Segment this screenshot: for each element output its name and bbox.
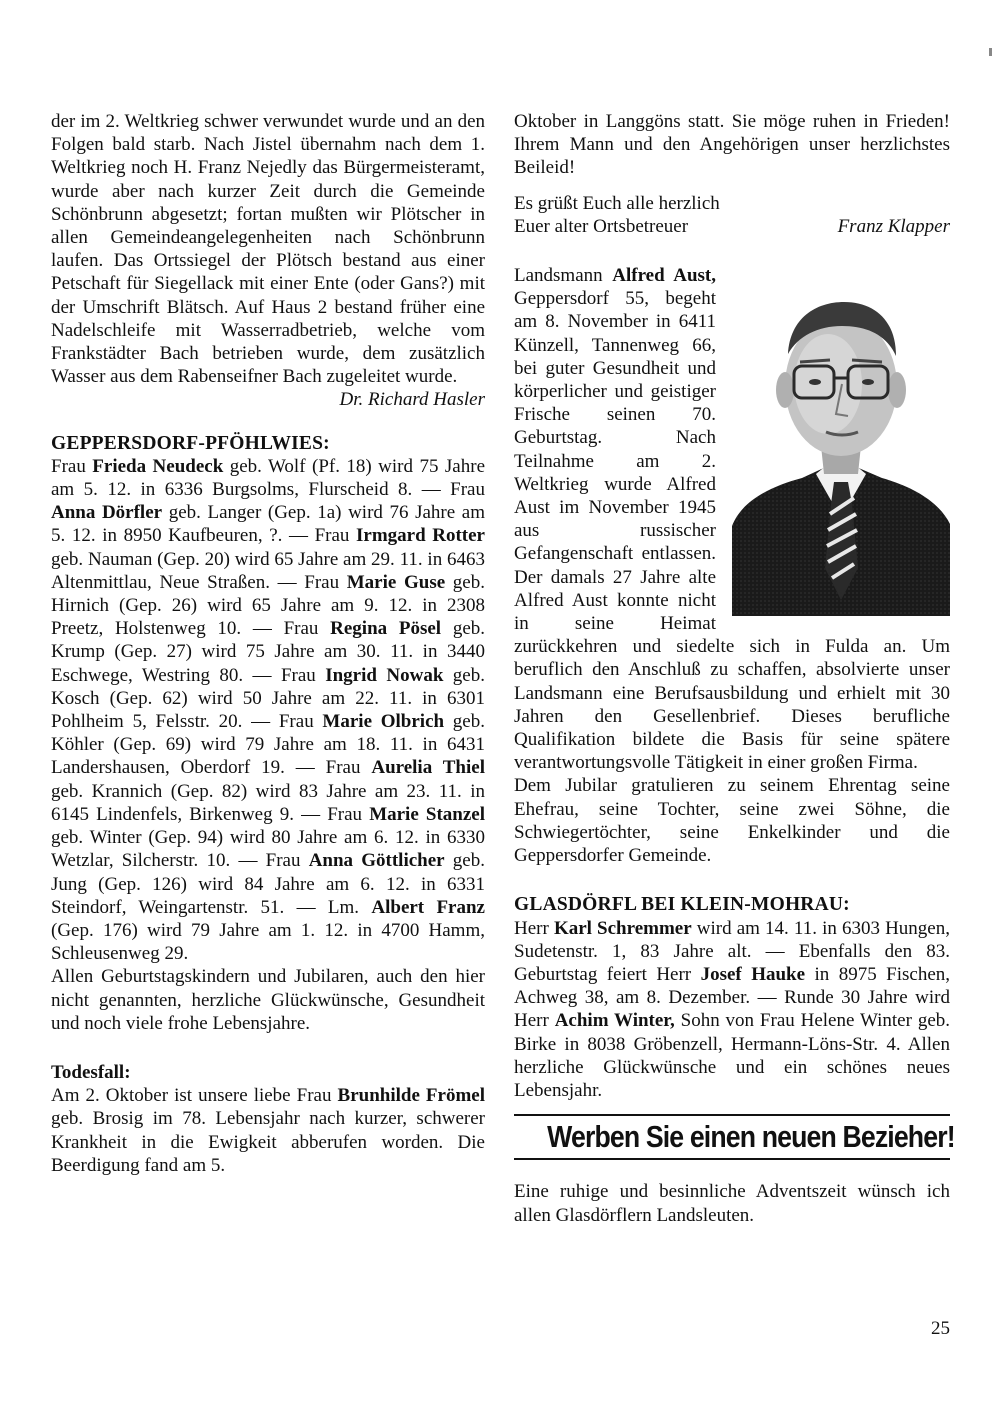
death-heading: Todesfall:: [51, 1061, 131, 1083]
person-name: Marie Guse: [346, 571, 446, 593]
intro-signature: [51, 388, 485, 411]
aust-paragraph: Landsmann Alfred Aust, Geppersdorf 55, begeht am 8. November in 6411 Künzell, Tannenweg 66, bei guter Gesundheit und körperlicher und geistiger Frische seinen 70. Geburtstag. Nach Teilnahme am 2. Weltkrieg wurde Alfred Aust im November 1945 aus russischer Gefangenschaft entlassen. Der damals 27 Jahre alte Alfred Aust konnte nicht in seine Heimat zurückkehren und siedelte sich in Fulda an. Um beruflich den Anschluß zu schaffen, absolvierte unser Landsmann eine Berufsausbildung und erhielt mit 30 Jahren den Gesellenbrief. Dieses berufliche Qualifikation bildete die Basis für seine spätere verantwortungsvolle Tätigkeit in einer großen Firma.: [514, 265, 950, 774]
death-continuation: Oktober in Langgöns statt. Sie möge ruhen in Frieden! Ihrem Mann und den Angehörigen unser herzlichstes Beileid!: [514, 111, 950, 179]
scan-edge-mark: [989, 48, 992, 56]
person-name: Irmgard Rotter: [356, 525, 485, 547]
person-name: Marie Stanzel: [369, 803, 485, 825]
left-column: [51, 110, 485, 1177]
section-heading-geppersdorf: GEPPERSDORF-PFÖHLWIES:: [51, 432, 330, 454]
portrait-image: [732, 268, 950, 616]
person-name: Achim Winter,: [554, 1010, 675, 1032]
person-name: Anna Dörfler: [51, 502, 163, 524]
person-name: Ingrid Nowak: [325, 664, 444, 686]
right-column: [514, 110, 955, 1227]
person-name: Regina Pösel: [330, 618, 442, 640]
person-name: Aurelia Thiel: [371, 757, 485, 779]
advent-greeting: Eine ruhige und besinnliche Adventszeit wünsch ich allen Glasdörflern Landsleuten.: [514, 1181, 950, 1226]
death-paragraph: Am 2. Oktober ist unsere liebe Frau Brunhilde Frömel geb. Brosig im 78. Lebensjahr nach kurzer, schwerer Krankheit in die Ewigkeit abberufen worden. Die Beerdigung fand am 5.: [51, 1085, 485, 1176]
banner-text: Werben Sie einen neuen Bezieher!: [547, 1119, 955, 1155]
section-heading-glasdoerfl: GLASDÖRFL BEI KLEIN-MOHRAU:: [514, 894, 850, 916]
birthdays-paragraph: Frau Frieda Neudeck geb. Wolf (Pf. 18) wird 75 Jahre am 5. 12. in 6336 Burgsolms, Flurscheid 8. — Frau Anna Dörfler geb. Langer (Gep. 1a) wird 76 Jahre am 5. 12. in 8950 Kaufbeuren, ?. — Frau Irmgard Rotter geb. Nauman (Gep. 20) wird 65 Jahre am 29. 11. in 6463 Altenmittlau, Neue Straßen. — Frau Marie Guse geb. Hirnich (Gep. 26) wird 65 Jahre am 9. 12. in 2308 Preetz, Holstenweg 10. — Frau Regina Pösel geb. Krump (Gep. 27) wird 75 Jahre am 30. 11. in 3440 Eschwege, Westring 80. — Frau Ingrid Nowak geb. Kosch (Gep. 62) wird 50 Jahre am 22. 11. in 6301 Pohlheim 5, Felsstr. 20. — Frau Marie Olbrich geb. Köhler (Gep. 69) wird 79 Jahre am 18. 11. in 6431 Landershausen, Oberdorf 19. — Frau Aurelia Thiel geb. Krannich (Gep. 82) wird 83 Jahre am 23. 11. in 6145 Lindenfels, Birkenweg 9. — Frau Marie Stanzel geb. Winter (Gep. 94) wird 80 Jahre am 6. 12. in 6330 Wetzlar, Silcherstr. 10. — Frau Anna Göttlicher geb. Jung (Gep. 126) wird 84 Jahre am 6. 12. in 6331 Steindorf, Weingartenstr. 51. — Lm. Albert Franz (Gep. 176) wird 79 Jahre am 1. 12. in 4700 Hamm, Schleusenweg 29.: [51, 455, 485, 965]
person-name: Brunhilde Frömel: [337, 1085, 485, 1107]
greeting-line: Es grüßt Euch alle herzlich: [514, 192, 720, 214]
person-name: Karl Schremmer: [553, 917, 692, 939]
greeting-signature: Euer alter Ortsbetreuer Franz Klapper: [514, 215, 950, 237]
page-number: 25: [931, 1318, 950, 1339]
glasdoerfl-paragraph: Herr Karl Schremmer wird am 14. 11. in 6303 Hungen, Sudetenstr. 1, 83 Jahre alt. — Ebenfalls den 83. Geburtstag feiert Herr Josef Hauke in 8975 Fischen, Achweg 38, am 8. Dezember. — Runde 30 Jahre wird Herr Achim Winter, Sohn von Frau Helene Winter geb. Birke in 8038 Gröbenzell, Hermann-Löns-Str. 4. Allen herzliche Glückwünsche und ein schönes neues Lebensjahr.: [514, 917, 951, 1101]
person-name: Anna Göttlicher: [308, 850, 445, 872]
person-name: Albert Franz: [371, 896, 485, 918]
greeting-author: Franz Klapper: [837, 215, 950, 237]
subscriber-banner: [514, 1114, 955, 1160]
person-name: Alfred Aust,: [612, 265, 716, 287]
aust-congrats: Dem Jubilar gratulieren zu seinem Ehrentag seine Ehefrau, seine Tochter, seine zwei Söhne, die Schwiegertöchter, seine Enkelkinder und die Geppersdorfer Gemeinde.: [514, 775, 950, 867]
intro-paragraph: der im 2. Weltkrieg schwer verwundet wurde und an den Folgen bald starb. Nach Jistel übernahm nach dem 1. Weltkrieg noch H. Franz Nejedly das Bürgermeisteramt, wurde aber nach kurzer Zeit durch die Gemeinde Schönbrunn abgesetzt; fortan mußten wir Plötscher in allen Gemeindeangelegenheiten nach Schönbrunn laufen. Das Ortssiegel der Plötsch bestand aus einer Petschaft für Siegellack mit einer Ente (oder Gans?) mit der Umschrift Blätsch. Auf Haus 2 bestand früher eine Nadelschleife mit Wasserradbetrieb, welche vom Frankstädter Bach betrieben wurde, dem zusätzlich Wasser aus dem Rabenseifner Bach zugeleitet wurde.: [51, 111, 485, 388]
person-name: Frieda Neudeck: [92, 455, 224, 477]
person-name: Josef Hauke: [700, 963, 806, 985]
person-name: Marie Olbrich: [322, 711, 445, 733]
portrait-photo: [732, 268, 950, 616]
wishes-paragraph: Allen Geburtstagskindern und Jubilaren, auch den hier nicht genannten, herzliche Glückwünsche, Gesundheit und noch viele frohe Lebensjahre.: [51, 966, 485, 1034]
intro-author: Dr. Richard Hasler: [339, 389, 485, 411]
